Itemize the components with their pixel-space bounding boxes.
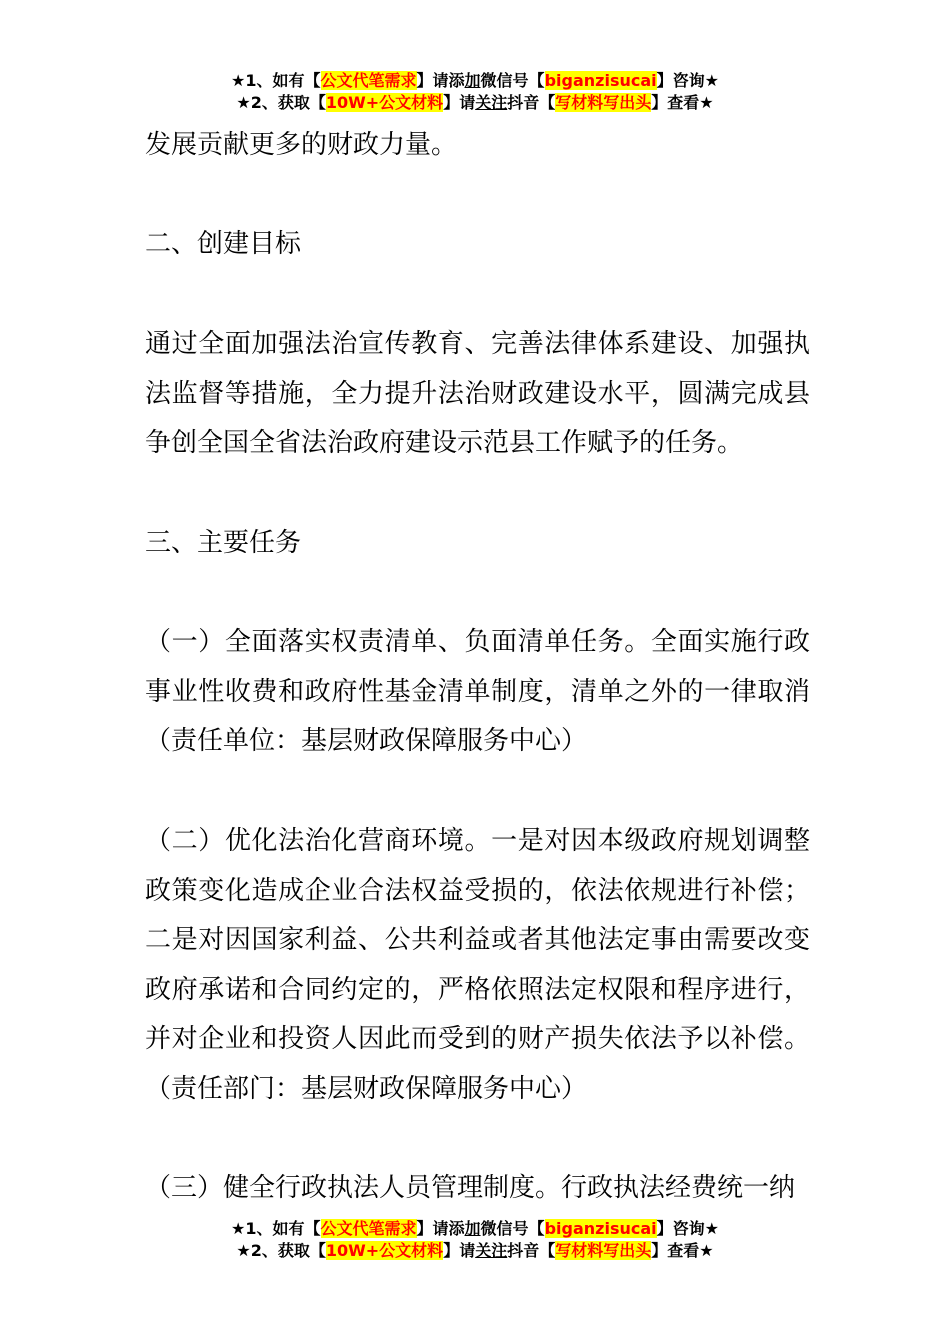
banner-highlight: 公文代笔需求 [320, 71, 417, 90]
banner-underlined-text: 加 [464, 71, 481, 90]
heading-text: 三、主要任务 [145, 528, 302, 558]
banner-text: 微信号【 [480, 71, 545, 90]
paragraph-continuation [145, 121, 810, 171]
section-heading-goals [145, 220, 810, 270]
paragraph-task-2 [145, 817, 810, 1114]
section-heading-tasks [145, 519, 810, 569]
paragraph-task-3 [145, 1164, 810, 1214]
banner-text: 】咨询★ [656, 1219, 719, 1238]
banner-text: 】请 [443, 1241, 476, 1260]
banner-line-2 [0, 92, 950, 114]
paragraph-text: （一）全面落实权责清单、负面清单任务。全面实施行政事业性收费和政府性基金清单制度，清单之外的一律取消（责任单位：基层财政保障服务中心） [145, 627, 810, 756]
banner-line-1 [0, 70, 950, 92]
banner-text: 】查看★ [651, 93, 714, 112]
banner-text: 抖音【 [507, 93, 556, 112]
footer-banner [0, 1218, 950, 1262]
banner-text: 】请添 [416, 1219, 465, 1238]
paragraph-text: 发展贡献更多的财政力量。 [145, 130, 458, 160]
heading-text: 二、创建目标 [145, 229, 302, 259]
banner-text: ★2、获取【 [236, 93, 326, 112]
banner-text: 】请添 [416, 71, 465, 90]
banner-highlight: 公文代笔需求 [320, 1219, 417, 1238]
banner-highlight: 写材料写出头 [555, 1241, 652, 1260]
banner-text: ★1、如有【 [231, 1219, 321, 1238]
banner-text: 】查看★ [651, 1241, 714, 1260]
banner-line-1 [0, 1218, 950, 1240]
banner-text: 】请 [443, 93, 476, 112]
paragraph-task-1 [145, 618, 810, 767]
banner-highlight: 写材料写出头 [555, 93, 652, 112]
banner-text: ★2、获取【 [236, 1241, 326, 1260]
banner-text: ★1、如有【 [231, 71, 321, 90]
banner-text: 】咨询★ [656, 71, 719, 90]
banner-underlined-text: 关注 [475, 93, 508, 112]
banner-highlight: biganzisucai [544, 1219, 657, 1238]
banner-text: 抖音【 [507, 1241, 556, 1260]
banner-underlined-text: 加 [464, 1219, 481, 1238]
paragraph-goals [145, 320, 810, 469]
banner-highlight: 10W+公文材料 [325, 93, 444, 112]
header-banner [0, 70, 950, 114]
banner-text: 微信号【 [480, 1219, 545, 1238]
banner-highlight: biganzisucai [544, 71, 657, 90]
banner-line-2 [0, 1240, 950, 1262]
paragraph-text: 通过全面加强法治宣传教育、完善法律体系建设、加强执法监督等措施，全力提升法治财政建设水平，圆满完成县争创全国全省法治政府建设示范县工作赋予的任务。 [145, 329, 810, 458]
banner-underlined-text: 关注 [475, 1241, 508, 1260]
banner-highlight: 10W+公文材料 [325, 1241, 444, 1260]
paragraph-text: （三）健全行政执法人员管理制度。行政执法经费统一纳 [145, 1173, 796, 1203]
paragraph-text: （二）优化法治化营商环境。一是对因本级政府规划调整政策变化造成企业合法权益受损的，依法依规进行补偿；二是对因国家利益、公共利益或者其他法定事由需要改变政府承诺和合同约定的，严格依照法定权限和程序进行，并对企业和投资人因此而受到的财产损失依法予以补偿。（责任部门：基层财政保障服务中心） [145, 826, 810, 1104]
